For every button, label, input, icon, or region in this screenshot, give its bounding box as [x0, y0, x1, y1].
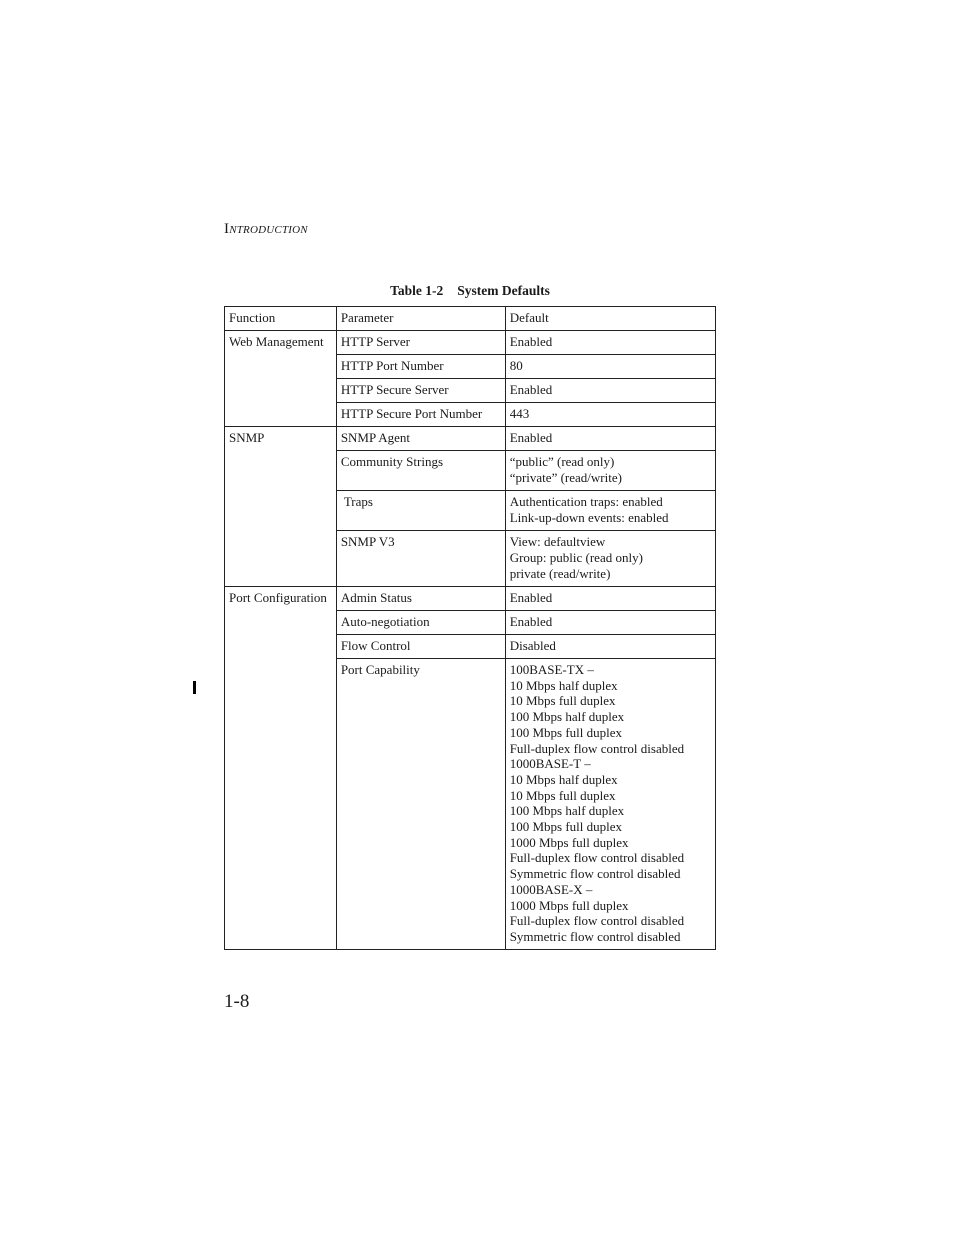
default-cell — [505, 491, 715, 531]
parameter-cell: SNMP V3 — [336, 531, 505, 587]
default-line: 1000 Mbps full duplex — [509, 834, 629, 850]
default-line: 10 Mbps full duplex — [509, 693, 616, 709]
table-row — [225, 587, 716, 611]
default-line: Symmetric flow control disabled — [509, 866, 681, 882]
default-line: Group: public (read only) — [509, 550, 643, 565]
default-line: 100BASE-TX – — [509, 662, 594, 677]
default-line: 80 — [509, 358, 523, 373]
table-row — [225, 427, 716, 451]
default-line: private (read/write) — [509, 566, 611, 581]
default-line: 443 — [509, 406, 530, 421]
table-row — [225, 331, 716, 355]
parameter-cell: HTTP Port Number — [336, 355, 505, 379]
default-line: Enabled — [509, 334, 553, 349]
parameter-cell: Traps — [336, 491, 505, 531]
system-defaults-table — [224, 306, 716, 950]
default-line: Symmetric flow control disabled — [509, 928, 681, 944]
table-caption-title: System Defaults — [457, 283, 550, 298]
column-header-function: Function — [225, 307, 337, 331]
default-line: 100 Mbps full duplex — [509, 724, 623, 740]
default-line: 1000BASE-T – — [509, 756, 591, 772]
default-line: Disabled — [509, 638, 556, 653]
default-cell — [505, 427, 715, 451]
default-line: 10 Mbps half duplex — [509, 771, 618, 787]
table-caption-label: Table 1-2 — [390, 283, 444, 298]
default-line: Enabled — [509, 430, 553, 445]
default-line: Enabled — [509, 614, 553, 629]
column-header-parameter: Parameter — [336, 307, 505, 331]
table-header-row — [225, 307, 716, 331]
default-line: Full-duplex flow control disabled — [509, 740, 685, 756]
parameter-cell: HTTP Server — [336, 331, 505, 355]
default-line: 100 Mbps half duplex — [509, 709, 625, 725]
default-line: 100 Mbps half duplex — [509, 803, 625, 819]
default-line: “public” (read only) — [509, 454, 615, 469]
default-cell — [505, 379, 715, 403]
default-line: 10 Mbps half duplex — [509, 677, 618, 693]
default-line: Authentication traps: enabled — [509, 494, 663, 509]
running-head — [224, 221, 308, 238]
default-cell — [505, 331, 715, 355]
parameter-cell: Auto-negotiation — [336, 611, 505, 635]
function-cell: Port Configuration — [225, 587, 337, 950]
function-cell: SNMP — [225, 427, 337, 587]
default-line: 100 Mbps full duplex — [509, 819, 623, 835]
default-line: Enabled — [509, 590, 553, 605]
default-line: View: defaultview — [509, 534, 606, 549]
parameter-cell: Community Strings — [336, 451, 505, 491]
parameter-cell: Port Capability — [336, 659, 505, 950]
running-head-rest: NTRODUCTION — [229, 224, 308, 236]
default-line: “private” (read/write) — [509, 470, 622, 485]
table-body — [225, 307, 716, 950]
parameter-cell: SNMP Agent — [336, 427, 505, 451]
function-cell: Web Management — [225, 331, 337, 427]
default-cell — [505, 635, 715, 659]
default-cell — [505, 587, 715, 611]
default-line: 1000 Mbps full duplex — [509, 897, 629, 913]
default-cell — [505, 355, 715, 379]
default-cell — [505, 611, 715, 635]
default-cell — [505, 531, 715, 587]
default-line: Enabled — [509, 382, 553, 397]
default-line: Full-duplex flow control disabled — [509, 913, 685, 929]
default-line: Full-duplex flow control disabled — [509, 850, 685, 866]
default-line: Link-up-down events: enabled — [509, 510, 669, 525]
table-caption — [224, 283, 716, 299]
column-header-default: Default — [505, 307, 715, 331]
default-cell — [505, 451, 715, 491]
default-cell — [505, 403, 715, 427]
page-number: 1-8 — [224, 991, 250, 1012]
parameter-cell: Flow Control — [336, 635, 505, 659]
parameter-cell: HTTP Secure Port Number — [336, 403, 505, 427]
default-cell — [505, 659, 715, 950]
default-line: 1000BASE-X – — [509, 881, 593, 897]
change-bar — [193, 681, 196, 694]
running-head-initial: I — [224, 221, 230, 237]
default-line: 10 Mbps full duplex — [509, 787, 616, 803]
parameter-cell: Admin Status — [336, 587, 505, 611]
parameter-cell: HTTP Secure Server — [336, 379, 505, 403]
